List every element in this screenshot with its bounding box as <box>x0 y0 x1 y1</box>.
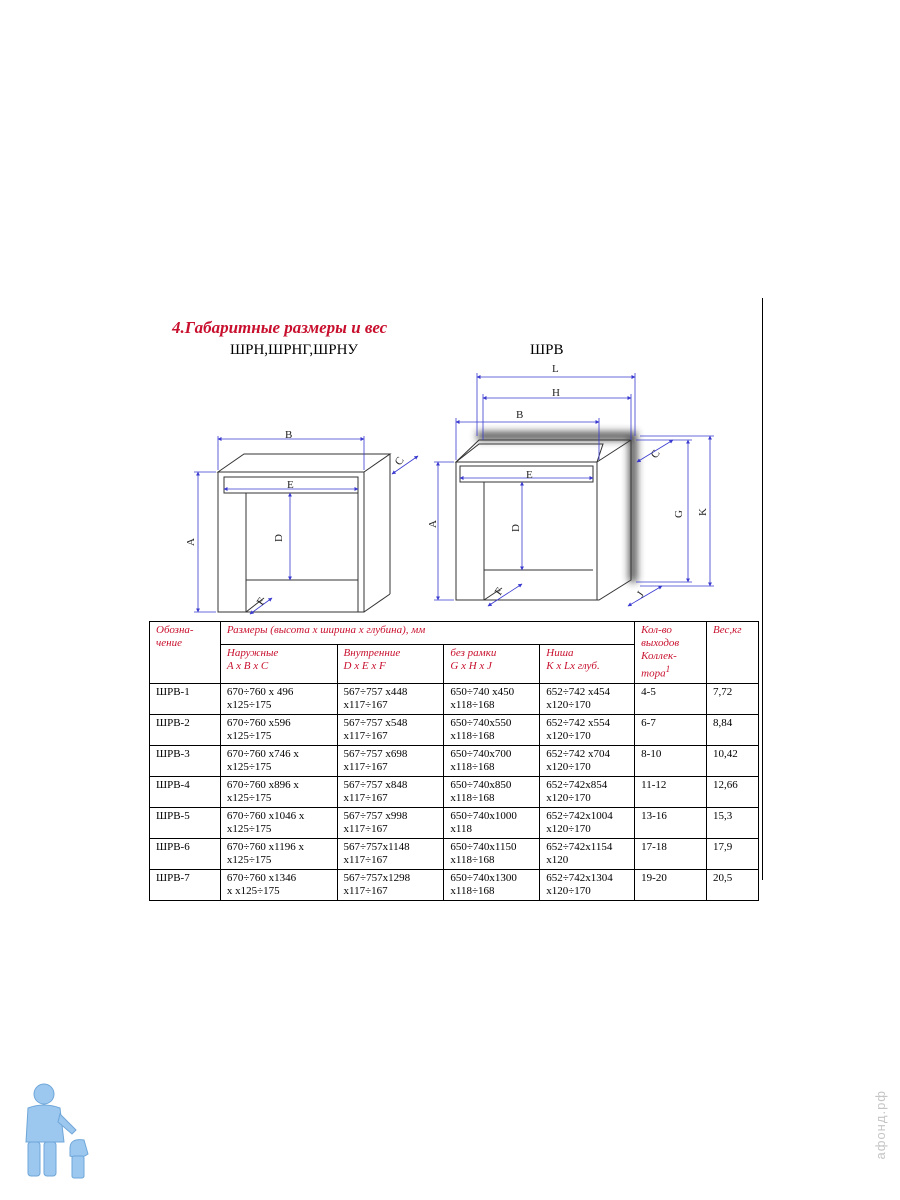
cell-outer: 670÷760 x746 x x125÷175 <box>220 745 337 776</box>
cell-name: ШРВ-7 <box>150 869 221 900</box>
cell-outlets: 19-20 <box>635 869 707 900</box>
cell-outer: 670÷760 x 496 x125÷175 <box>220 683 337 714</box>
cell-niche: 652÷742x1004 x120÷170 <box>540 807 635 838</box>
table-header-row-1 <box>150 622 759 645</box>
cell-inner: 567÷757 x998 x117÷167 <box>337 807 444 838</box>
subtitle-left: ШРН,ШРНГ,ШРНУ <box>230 342 359 358</box>
cell-outer: 670÷760 x1346 x x125÷175 <box>220 869 337 900</box>
header-weight: Вес,кг <box>707 622 759 684</box>
right-label-a: A <box>427 520 439 528</box>
cell-weight: 7,72 <box>707 683 759 714</box>
cell-no-frame: 650÷740x850 x118÷168 <box>444 776 540 807</box>
cell-weight: 17,9 <box>707 838 759 869</box>
left-label-a: A <box>185 538 197 546</box>
cell-weight: 8,84 <box>707 714 759 745</box>
drawing-left-cabinet <box>185 429 418 614</box>
left-label-d: D <box>273 534 285 542</box>
cell-inner: 567÷757 x698 x117÷167 <box>337 745 444 776</box>
header-designation: Обозна- чение <box>150 622 221 684</box>
cell-weight: 12,66 <box>707 776 759 807</box>
left-label-b: B <box>285 429 293 441</box>
right-label-h: H <box>552 387 560 399</box>
cell-weight: 15,3 <box>707 807 759 838</box>
cell-niche: 652÷742x1304 x120÷170 <box>540 869 635 900</box>
table-row <box>150 683 759 714</box>
cell-no-frame: 650÷740x1300 x118÷168 <box>444 869 540 900</box>
cell-niche: 652÷742x1154 x120 <box>540 838 635 869</box>
cell-inner: 567÷757 x548 x117÷167 <box>337 714 444 745</box>
header-niche: Ниша K x Lx глуб. <box>540 644 635 683</box>
cell-no-frame: 650÷740x550 x118÷168 <box>444 714 540 745</box>
dimensions-table <box>149 621 759 901</box>
cell-niche: 652÷742 x554 x120÷170 <box>540 714 635 745</box>
header-outlets: Кол-во выходов Коллек- тора$^1$ <box>635 622 707 684</box>
table-body <box>150 683 759 900</box>
right-label-d: D <box>510 524 522 532</box>
table-row <box>150 714 759 745</box>
right-label-f: F <box>492 585 506 598</box>
cell-outer: 670÷760 x1196 x x125÷175 <box>220 838 337 869</box>
cell-outer: 670÷760 x1046 x x125÷175 <box>220 807 337 838</box>
cell-niche: 652÷742x854 x120÷170 <box>540 776 635 807</box>
header-inner: Внутренние D x E x F <box>337 644 444 683</box>
cell-name: ШРВ-6 <box>150 838 221 869</box>
section-title: 4.Габаритные размеры и вес <box>172 318 388 337</box>
table-row <box>150 838 759 869</box>
left-label-e: E <box>287 479 294 491</box>
cell-outer: 670÷760 x596 x125÷175 <box>220 714 337 745</box>
table-row <box>150 776 759 807</box>
table-row <box>150 745 759 776</box>
cell-inner: 567÷757 x448 x117÷167 <box>337 683 444 714</box>
right-label-g: G <box>673 510 685 518</box>
cell-inner: 567÷757x1148 x117÷167 <box>337 838 444 869</box>
cell-name: ШРВ-2 <box>150 714 221 745</box>
header-dimensions-group: Размеры (высота х ширина х глубина), мм <box>220 622 634 645</box>
cell-outlets: 8-10 <box>635 745 707 776</box>
right-label-c: C <box>648 447 663 461</box>
right-label-j: J <box>634 589 647 600</box>
cell-outlets: 11-12 <box>635 776 707 807</box>
cell-name: ШРВ-5 <box>150 807 221 838</box>
right-label-b: B <box>516 409 524 421</box>
cell-name: ШРВ-4 <box>150 776 221 807</box>
right-label-k: K <box>697 508 709 516</box>
header-outer: Наружные A x B x C <box>220 644 337 683</box>
subtitle-right: ШРВ <box>530 342 564 358</box>
cell-outlets: 4-5 <box>635 683 707 714</box>
left-label-f: F <box>254 595 268 608</box>
cell-name: ШРВ-3 <box>150 745 221 776</box>
cell-weight: 20,5 <box>707 869 759 900</box>
cell-name: ШРВ-1 <box>150 683 221 714</box>
cell-no-frame: 650÷740x1150 x118÷168 <box>444 838 540 869</box>
cell-niche: 652÷742 x704 x120÷170 <box>540 745 635 776</box>
cell-weight: 10,42 <box>707 745 759 776</box>
right-label-e: E <box>526 469 533 481</box>
cell-inner: 567÷757x1298 x117÷167 <box>337 869 444 900</box>
cell-no-frame: 650÷740x700 x118÷168 <box>444 745 540 776</box>
table-row <box>150 807 759 838</box>
cell-outlets: 6-7 <box>635 714 707 745</box>
plumber-mascot-icon <box>14 1078 94 1188</box>
cell-inner: 567÷757 x848 x117÷167 <box>337 776 444 807</box>
cell-niche: 652÷742 x454 x120÷170 <box>540 683 635 714</box>
cell-outlets: 13-16 <box>635 807 707 838</box>
watermark-site-text: афонд.рф <box>873 1090 888 1160</box>
left-label-c: C <box>392 454 407 468</box>
cell-no-frame: 650÷740x1000 x118 <box>444 807 540 838</box>
table-row <box>150 869 759 900</box>
cell-no-frame: 650÷740 x450 x118÷168 <box>444 683 540 714</box>
drawing-right-cabinet <box>427 363 714 606</box>
cell-outlets: 17-18 <box>635 838 707 869</box>
cell-outer: 670÷760 x896 x x125÷175 <box>220 776 337 807</box>
right-label-l: L <box>552 363 559 375</box>
header-no-frame: без рамки G x H x J <box>444 644 540 683</box>
